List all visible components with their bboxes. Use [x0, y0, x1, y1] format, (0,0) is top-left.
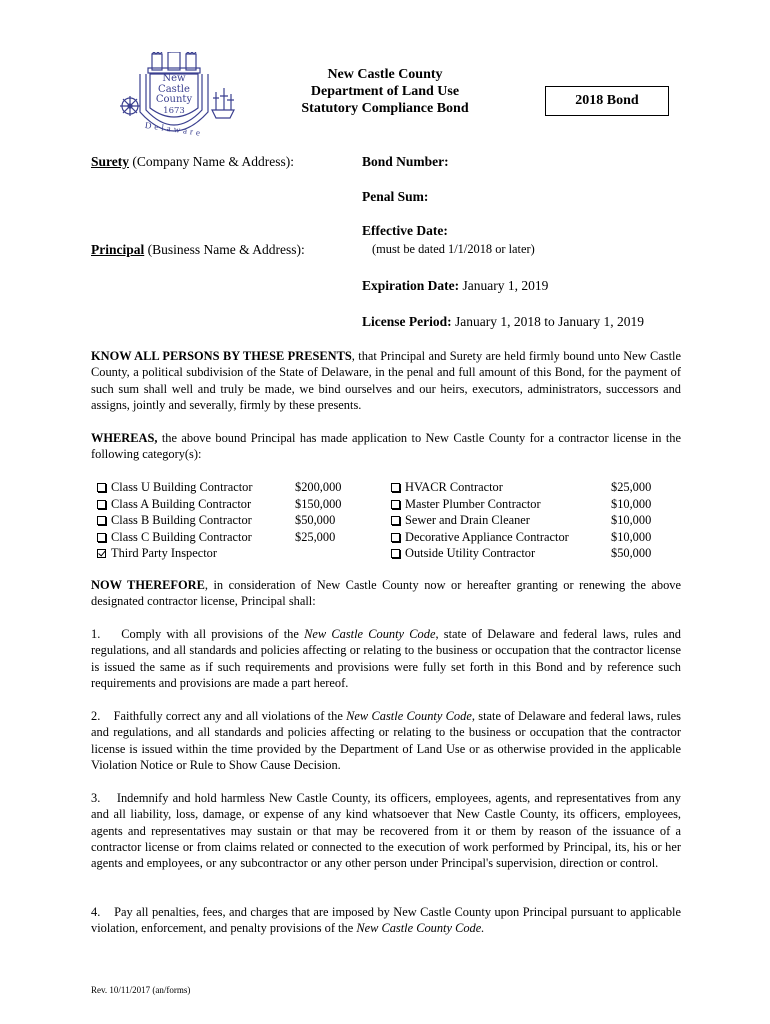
principal-hint: (Business Name & Address): [147, 242, 305, 257]
categories-left [97, 479, 367, 562]
category-checkbox[interactable] [391, 483, 400, 492]
category-label: Class C Building Contractor [111, 529, 252, 544]
seal-line: County [155, 94, 193, 105]
category-label: Class B Building Contractor [111, 513, 252, 527]
seal-line: Castle [158, 83, 190, 95]
know-all-text: , that Principal and Surety are held firmly bound unto New Castle County, a political subdivision of the State of Delaware, in the penal and full amount of this Bond, for the payment of such sum shall well and truly be made, we bind ourselves and our heirs, executors, administrators, successors and assigns, jointly and severally, firmly by these presents. [91, 349, 681, 412]
category-checkbox[interactable] [391, 516, 400, 525]
effective-date-note: (must be dated 1/1/2018 or later) [372, 242, 535, 256]
category-option[interactable] [391, 479, 661, 496]
category-option[interactable] [391, 545, 661, 562]
item-text: , state of Delaware and federal laws, rules and regulations, and all standards and policies affecting or relating to the business or occupation that the contractor license is issued within the time provided by the Department of Land Use or as otherwise provided in the applicable Violation Notice or Rule to Show Cause Decision. [91, 709, 681, 772]
category-amount: $50,000 [295, 513, 336, 527]
seal-line: New [162, 73, 186, 84]
seal-year: 1673 [163, 105, 185, 116]
item-text: , state of Delaware and federal laws, rules and regulations, and all standards and policies affecting or relating to the business or occupation that the contractor license is issued the same as if such requirements and provisions were fully set forth in this Bond and by reference such requirements and provisions are made a part hereof. [91, 627, 681, 690]
category-checkbox[interactable] [391, 549, 400, 558]
now-therefore-lead: NOW THEREFORE [91, 578, 205, 592]
category-checkbox[interactable] [391, 500, 400, 509]
license-value: January 1, 2018 to January 1, 2019 [454, 314, 644, 329]
whereas-paragraph [91, 430, 681, 463]
category-option[interactable] [97, 512, 367, 529]
expiration-label: Expiration Date: [362, 278, 460, 293]
bond-year-box: 2018 Bond [545, 86, 669, 116]
item-text: 3. Indemnify and hold harmless New Castle County, its officers, employees, agents, and representatives from any and all liability, loss, damage, or expense of any kind whatsoever that New Castle County, its officers, employees, agents and representatives may sustain or that may be recovered from it or them by reason of the issuance of a contractor license or from claims related or connected to the execution of work performed by Principal, its, his or her agents and employees, or any subcontractor or any other person under Principal's supervision, direction or control. [91, 791, 681, 871]
principal-label: Principal [91, 242, 145, 257]
category-option[interactable] [97, 479, 367, 496]
item-code-ref: New Castle County Code [304, 627, 436, 641]
seal-ring-text: Delaware [144, 119, 204, 139]
effective-date-field[interactable] [362, 223, 448, 239]
category-amount: $150,000 [295, 496, 342, 511]
category-checkbox[interactable] [97, 516, 106, 525]
title-line: New Castle County [327, 67, 443, 82]
document-title [270, 66, 500, 117]
category-checkbox[interactable] [97, 500, 106, 509]
category-option[interactable] [391, 496, 661, 513]
category-option[interactable] [97, 545, 367, 562]
title-line: Department of Land Use [310, 84, 460, 99]
category-option[interactable] [97, 496, 367, 513]
condition-item-4 [91, 904, 681, 937]
county-seal [112, 52, 236, 152]
know-all-paragraph [91, 348, 681, 413]
category-amount: $50,000 [611, 546, 652, 560]
penal-sum-label: Penal Sum: [362, 189, 429, 204]
whereas-lead: WHEREAS, [91, 431, 158, 445]
bond-number-field[interactable] [362, 154, 449, 170]
surety-hint: (Company Name & Address): [132, 154, 294, 169]
category-label: Decorative Appliance Contractor [405, 529, 569, 544]
category-amount: $25,000 [611, 480, 652, 494]
categories-right [391, 479, 661, 562]
bond-number-label: Bond Number: [362, 154, 449, 169]
category-amount: $10,000 [611, 529, 652, 544]
condition-item-1 [91, 626, 681, 691]
category-amount: $10,000 [611, 496, 652, 511]
title-line: Statutory Compliance Bond [301, 101, 469, 116]
category-checkbox[interactable] [97, 533, 106, 542]
category-checkbox-checked[interactable] [97, 549, 106, 558]
revision-footer: Rev. 10/11/2017 (an/forms) [91, 985, 191, 995]
item-code-ref: New Castle County Code. [356, 921, 485, 936]
principal-field[interactable] [91, 242, 305, 258]
category-label: Class U Building Contractor [111, 480, 253, 494]
category-label: Class A Building Contractor [111, 496, 252, 511]
license-period [362, 314, 644, 330]
expiration-value: January 1, 2019 [462, 278, 549, 293]
item-text: 4. Pay all penalties, fees, and charges that are imposed by New Castle County upon Principal pursuant to applicable violation, enforcement, and penalty provisions of the [91, 905, 681, 936]
category-label: Master Plumber Contractor [405, 496, 541, 511]
category-amount: $200,000 [295, 480, 342, 494]
category-label: Sewer and Drain Cleaner [405, 513, 530, 527]
surety-label: Surety [91, 154, 130, 169]
whereas-text: the above bound Principal has made application to New Castle County for a contractor license in the following category(s): [91, 431, 681, 462]
expiration-date [362, 278, 548, 294]
category-amount: $25,000 [295, 529, 336, 544]
now-therefore-text: , in consideration of New Castle County now or hereafter granting or renewing the above designated contractor license, Principal shall: [91, 578, 681, 609]
effective-date-label: Effective Date: [362, 223, 448, 238]
category-option[interactable] [391, 529, 661, 546]
condition-item-2 [91, 708, 681, 773]
know-all-lead: KNOW ALL PERSONS BY THESE PRESENTS [91, 349, 352, 363]
item-text: 1. Comply with all provisions of the [91, 627, 305, 641]
category-amount: $10,000 [611, 513, 652, 527]
category-option[interactable] [97, 529, 367, 546]
category-checkbox[interactable] [391, 533, 400, 542]
category-label: Outside Utility Contractor [405, 546, 536, 560]
item-code-ref: New Castle County Code [346, 709, 472, 723]
penal-sum-field[interactable] [362, 189, 428, 205]
condition-item-3 [91, 790, 681, 871]
category-label: Third Party Inspector [111, 546, 217, 560]
item-text: 2. Faithfully correct any and all violations of the [91, 709, 347, 723]
surety-field[interactable] [91, 154, 294, 170]
license-label: License Period: [362, 314, 452, 329]
category-checkbox[interactable] [97, 483, 106, 492]
category-label: HVACR Contractor [405, 480, 503, 494]
category-option[interactable] [391, 512, 661, 529]
now-therefore-paragraph [91, 577, 681, 610]
